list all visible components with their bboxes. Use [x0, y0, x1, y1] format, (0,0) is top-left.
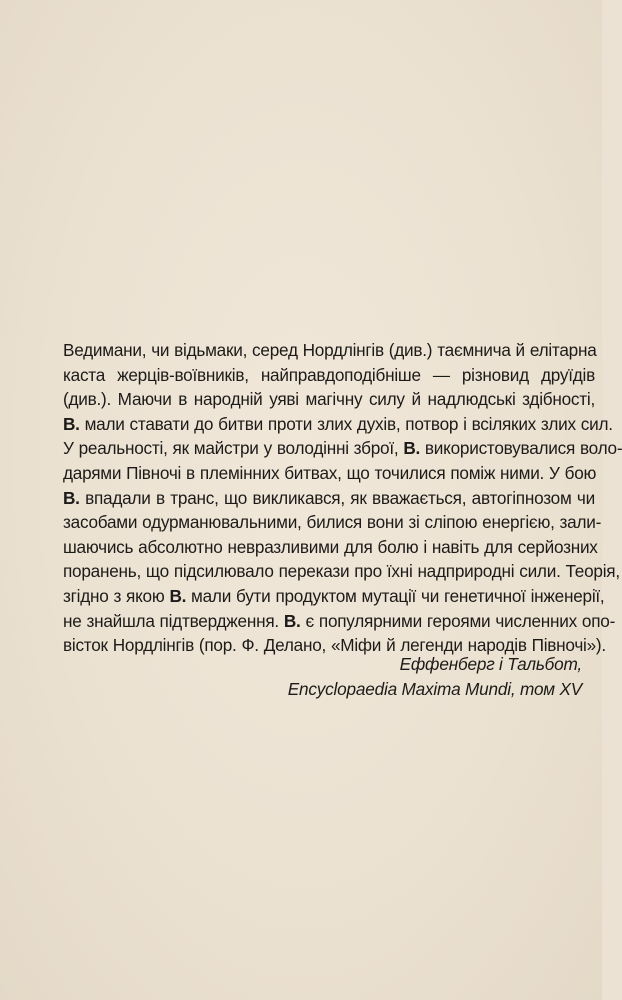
text-segment: засобами одурманювальними, билися вони зі сліпою енергією, зали-: [63, 512, 602, 533]
text-segment: не знайшла підтвердження.: [63, 610, 284, 631]
text-segment: (див.). Маючи в народній уяві магічну силу й надлюдські здібності,: [63, 389, 595, 410]
bold-abbreviation: В.: [169, 585, 187, 606]
bold-abbreviation: В.: [403, 438, 420, 459]
text-line: [63, 363, 595, 388]
text-line: [63, 412, 613, 437]
text-segment: вісток Нордлінгів (пор. Ф. Делано, «Міфи й легенди народів Півночі»).: [63, 635, 606, 656]
text-segment: використовувалися воло-: [420, 438, 622, 459]
text-segment: Ведимани, чи відьмаки, серед Нордлінгів (див.) таємнича й елітарна: [63, 340, 597, 360]
text-line: [63, 510, 602, 535]
bold-abbreviation: В.: [283, 610, 301, 631]
text-line: [63, 436, 622, 461]
text-line: [63, 387, 595, 412]
attribution-source: Encyclopaedia Maxima Mundi, том XV: [287, 678, 582, 699]
text-segment: шаючись абсолютно невразливими для болю і навіть для серйозних: [63, 536, 598, 557]
text-segment: У реальності, як майстри у володінні зброї,: [63, 438, 404, 459]
text-segment: дарями Півночі в племінних битвах, що точилися поміж ними. У бою: [63, 462, 597, 483]
text-segment: мали ставати до битви проти злих духів, потвор і всіляких злих сил.: [79, 413, 613, 434]
text-segment: впадали в транс, що викликався, як вважається, автогіпнозом чи: [79, 487, 595, 508]
attribution-authors: Еффенберг і Тальбот,: [399, 654, 582, 674]
text-line: [63, 559, 620, 584]
text-line: [63, 338, 595, 363]
text-line: [63, 535, 598, 560]
text-line: [63, 609, 616, 634]
text-line: [63, 584, 605, 609]
text-segment: каста жерців-воївників, найправдоподібніше — різновид друїдів: [63, 364, 595, 385]
entry-attribution: [288, 652, 582, 701]
bold-abbreviation: В.: [63, 487, 80, 508]
text-segment: є популярними героями численних опо-: [300, 610, 616, 631]
text-segment: мали бути продуктом мутації чи генетичної інженерії,: [186, 585, 605, 606]
text-line: [63, 486, 595, 511]
encyclopedia-entry-text: [63, 338, 622, 658]
text-line: [63, 461, 595, 486]
bold-abbreviation: В.: [63, 413, 80, 434]
text-segment: поранень, що підсилювало перекази про їхні надприродні сили. Теорія,: [63, 561, 620, 582]
text-segment: згідно з якою: [63, 585, 170, 606]
